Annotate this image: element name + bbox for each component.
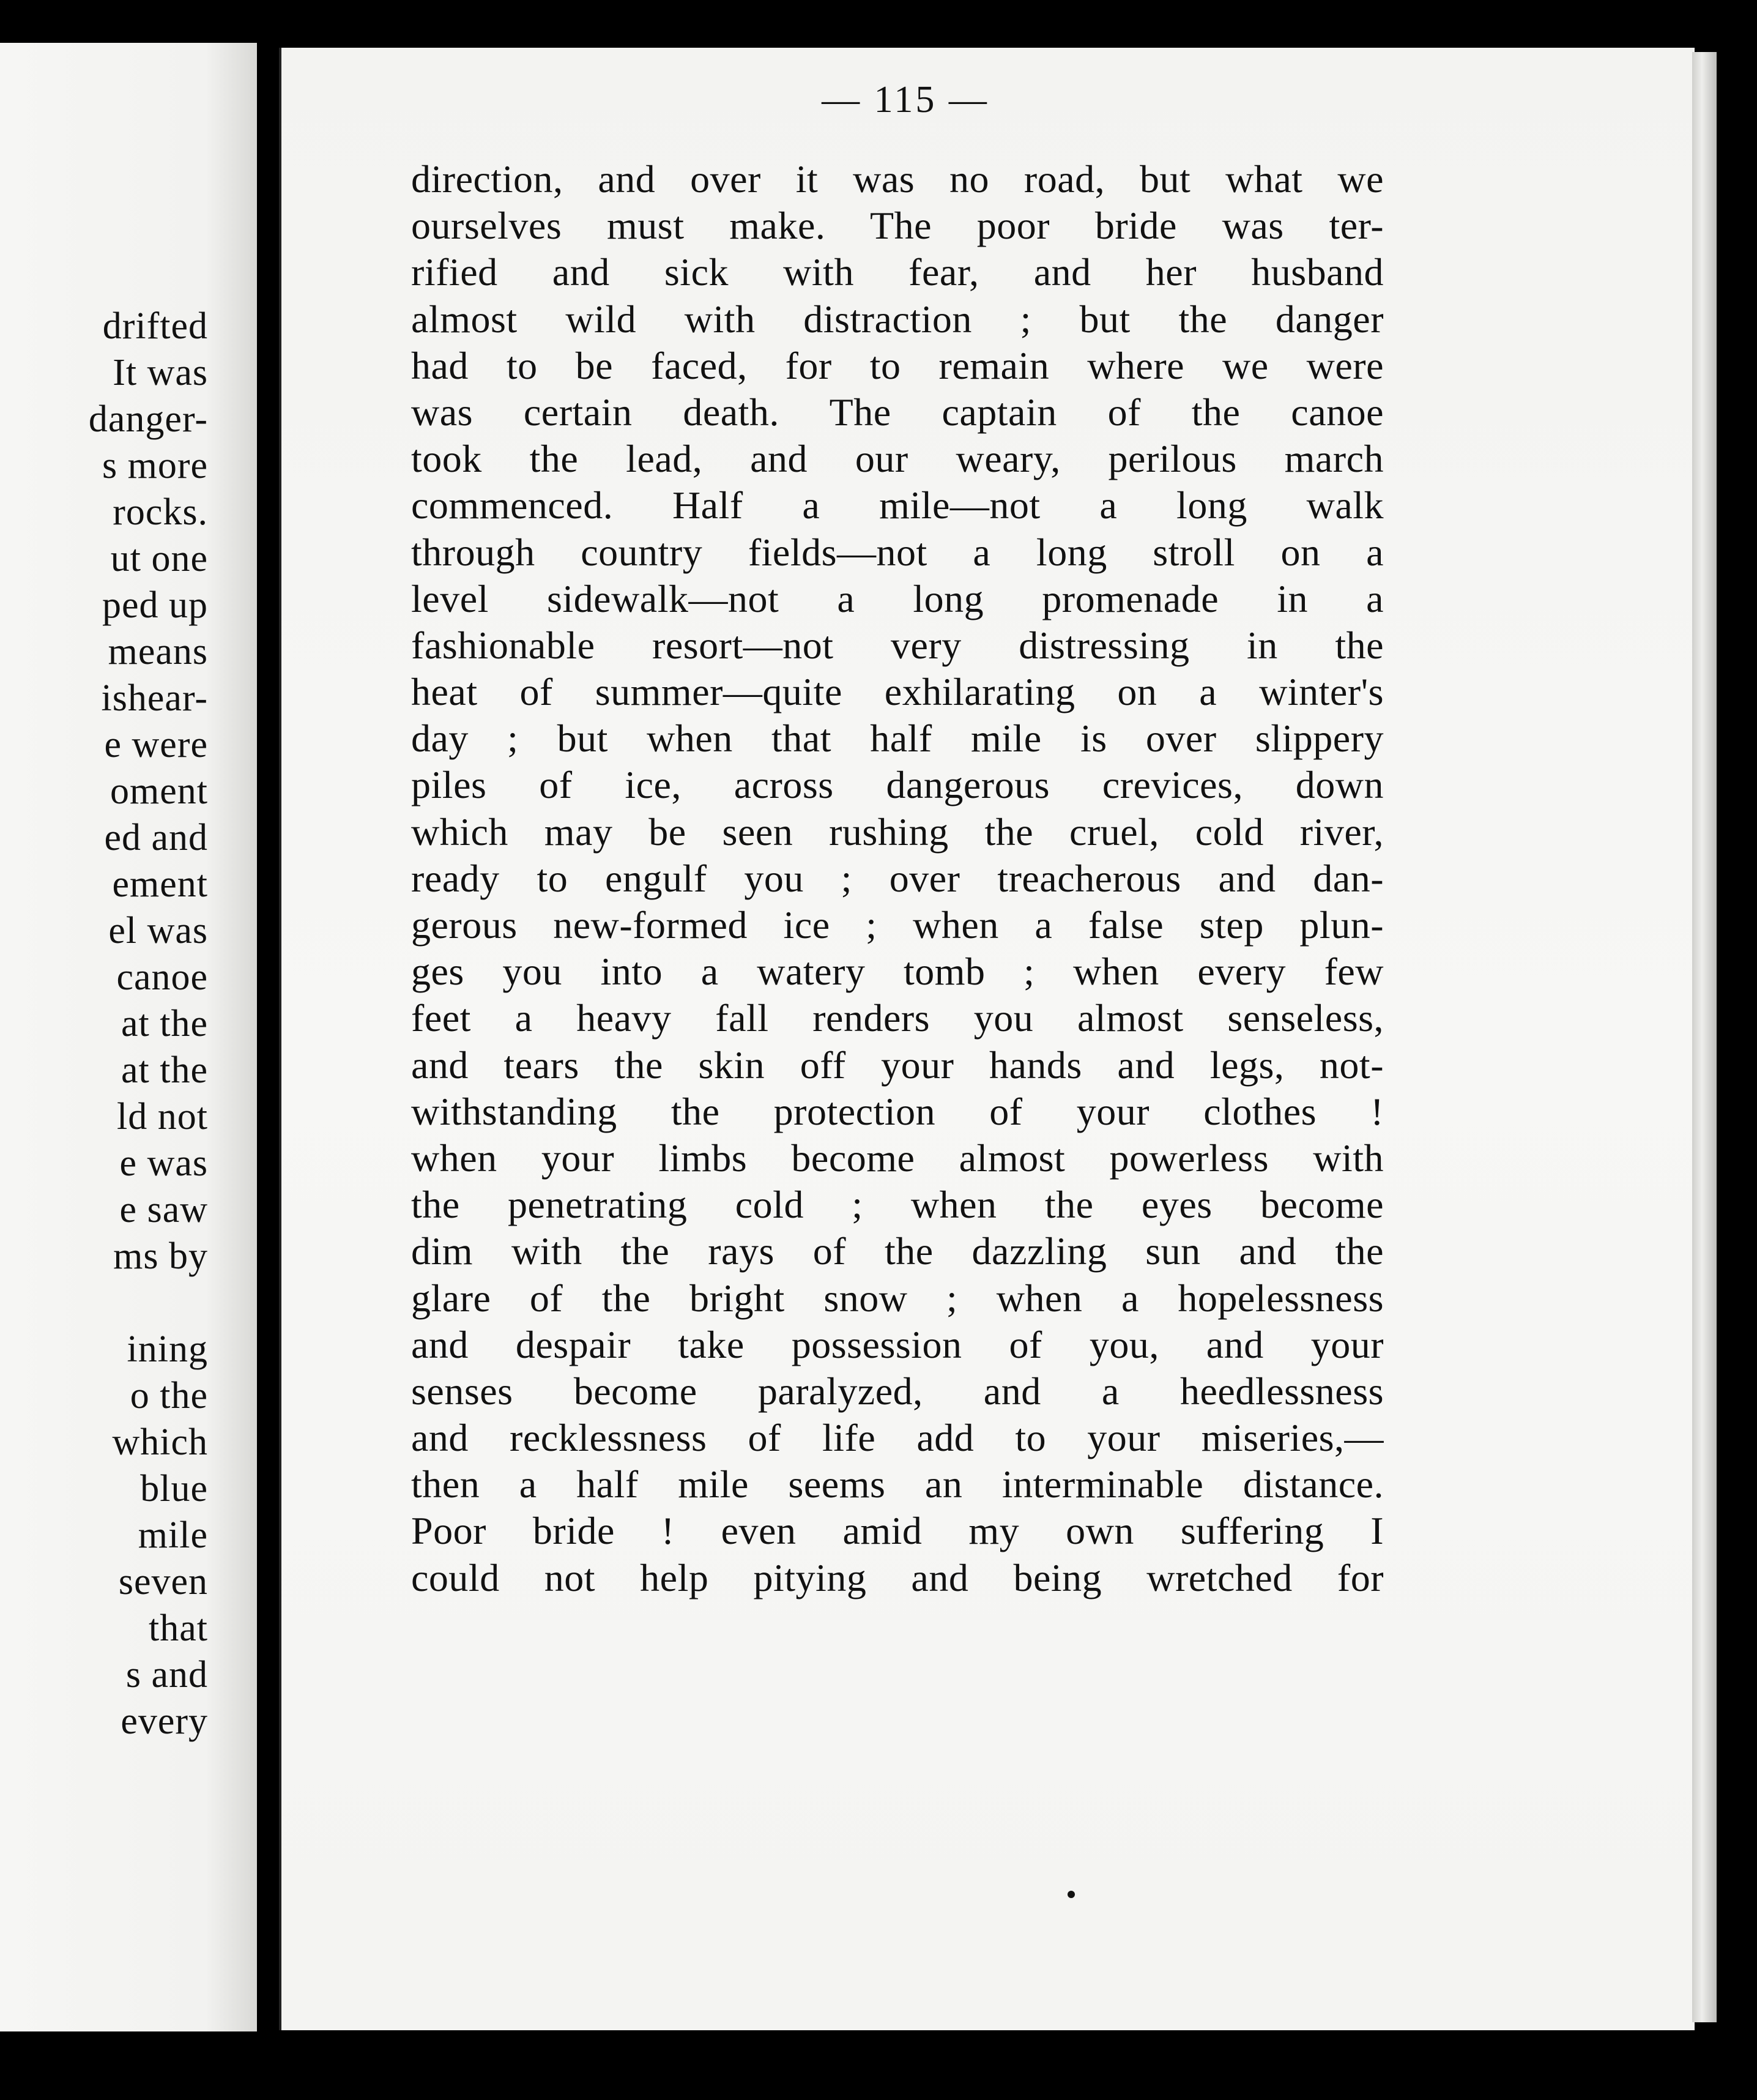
- text-line: ourselves must make. The poor bride was ter-: [411, 204, 1384, 248]
- book-gutter: [257, 55, 280, 2013]
- facing-line: every: [121, 1700, 208, 1742]
- text-line: dim with the rays of the dazzling sun and the: [411, 1229, 1384, 1273]
- text-line: and recklessness of life add to your miseries,—: [411, 1416, 1384, 1460]
- text-line: which may be seen rushing the cruel, cold river,: [411, 810, 1384, 854]
- text-line: ready to engulf you ; over treacherous and dan-: [411, 856, 1384, 900]
- ink-speck: [1068, 1891, 1075, 1898]
- facing-line: ishear-: [101, 677, 208, 719]
- facing-line: at the: [121, 1003, 208, 1044]
- text-line: almost wild with distraction ; but the danger: [411, 297, 1384, 341]
- text-line: fashionable resort—not very distressing in the: [411, 623, 1384, 667]
- text-line: and tears the skin off your hands and legs, not-: [411, 1043, 1384, 1087]
- facing-line: ining: [127, 1328, 208, 1370]
- facing-line: mile: [138, 1514, 208, 1556]
- facing-page: [0, 43, 257, 2031]
- facing-line: that: [149, 1607, 208, 1649]
- facing-line: It was: [113, 352, 208, 393]
- facing-line: ped up: [102, 584, 208, 626]
- text-line: ges you into a watery tomb ; when every few: [411, 950, 1384, 994]
- facing-line: which: [112, 1421, 208, 1463]
- facing-line: blue: [140, 1468, 208, 1510]
- page-number: — 115 —: [822, 79, 989, 121]
- facing-page-text: [0, 303, 208, 1744]
- facing-line: e saw: [119, 1189, 208, 1231]
- text-line: gerous new-formed ice ; when a false step plun-: [411, 903, 1384, 947]
- facing-line: e was: [119, 1142, 208, 1184]
- facing-line: rocks.: [113, 491, 208, 533]
- facing-line: s and: [125, 1654, 208, 1696]
- facing-line: ut one: [110, 538, 208, 579]
- facing-line: means: [108, 631, 208, 672]
- facing-line: ms by: [113, 1235, 208, 1277]
- text-line: was certain death. The captain of the canoe: [411, 390, 1384, 434]
- facing-line: seven: [118, 1561, 208, 1603]
- facing-line: ld not: [117, 1096, 208, 1138]
- facing-line: o the: [130, 1375, 208, 1417]
- facing-line: drifted: [102, 305, 208, 347]
- facing-line: e were: [104, 724, 208, 765]
- text-line: then a half mile seems an interminable distance.: [411, 1462, 1384, 1506]
- text-line: and despair take possession of you, and your: [411, 1322, 1384, 1366]
- text-line: through country fields—not a long stroll on a: [411, 530, 1384, 574]
- text-line: level sidewalk—not a long promenade in a: [411, 576, 1384, 620]
- facing-line: s more: [102, 445, 208, 486]
- text-line: when your limbs become almost powerless with: [411, 1136, 1384, 1180]
- text-line: direction, and over it was no road, but what we: [411, 157, 1384, 201]
- text-line: the penetrating cold ; when the eyes become: [411, 1183, 1384, 1227]
- text-line: could not help pitying and being wretched for: [411, 1555, 1384, 1599]
- facing-line: danger-: [88, 398, 208, 440]
- facing-line: ement: [112, 863, 208, 905]
- text-line: piles of ice, across dangerous crevices, down: [411, 763, 1384, 807]
- text-line: Poor bride ! even amid my own suffering I: [411, 1509, 1384, 1553]
- text-line: had to be faced, for to remain where we were: [411, 343, 1384, 387]
- facing-line: ed and: [104, 817, 208, 858]
- text-line: withstanding the protection of your clothes !: [411, 1089, 1384, 1133]
- facing-line: el was: [108, 910, 208, 951]
- text-line: took the lead, and our weary, perilous march: [411, 437, 1384, 481]
- page-edges: [1692, 52, 1717, 2022]
- text-line: rified and sick with fear, and her husband: [411, 250, 1384, 294]
- facing-line: at the: [121, 1049, 208, 1091]
- text-line: day ; but when that half mile is over slippery: [411, 717, 1384, 761]
- facing-line: [0, 1279, 208, 1326]
- text-line: heat of summer—quite exhilarating on a winter's: [411, 670, 1384, 714]
- text-line: commenced. Half a mile—not a long walk: [411, 483, 1384, 527]
- text-line: senses become paralyzed, and a heedlessness: [411, 1369, 1384, 1413]
- facing-line: oment: [110, 770, 208, 812]
- text-line: feet a heavy fall renders you almost senseless,: [411, 996, 1384, 1040]
- facing-line: canoe: [116, 956, 208, 998]
- page-body-text: [411, 156, 1384, 1601]
- text-line: glare of the bright snow ; when a hopelessness: [411, 1276, 1384, 1320]
